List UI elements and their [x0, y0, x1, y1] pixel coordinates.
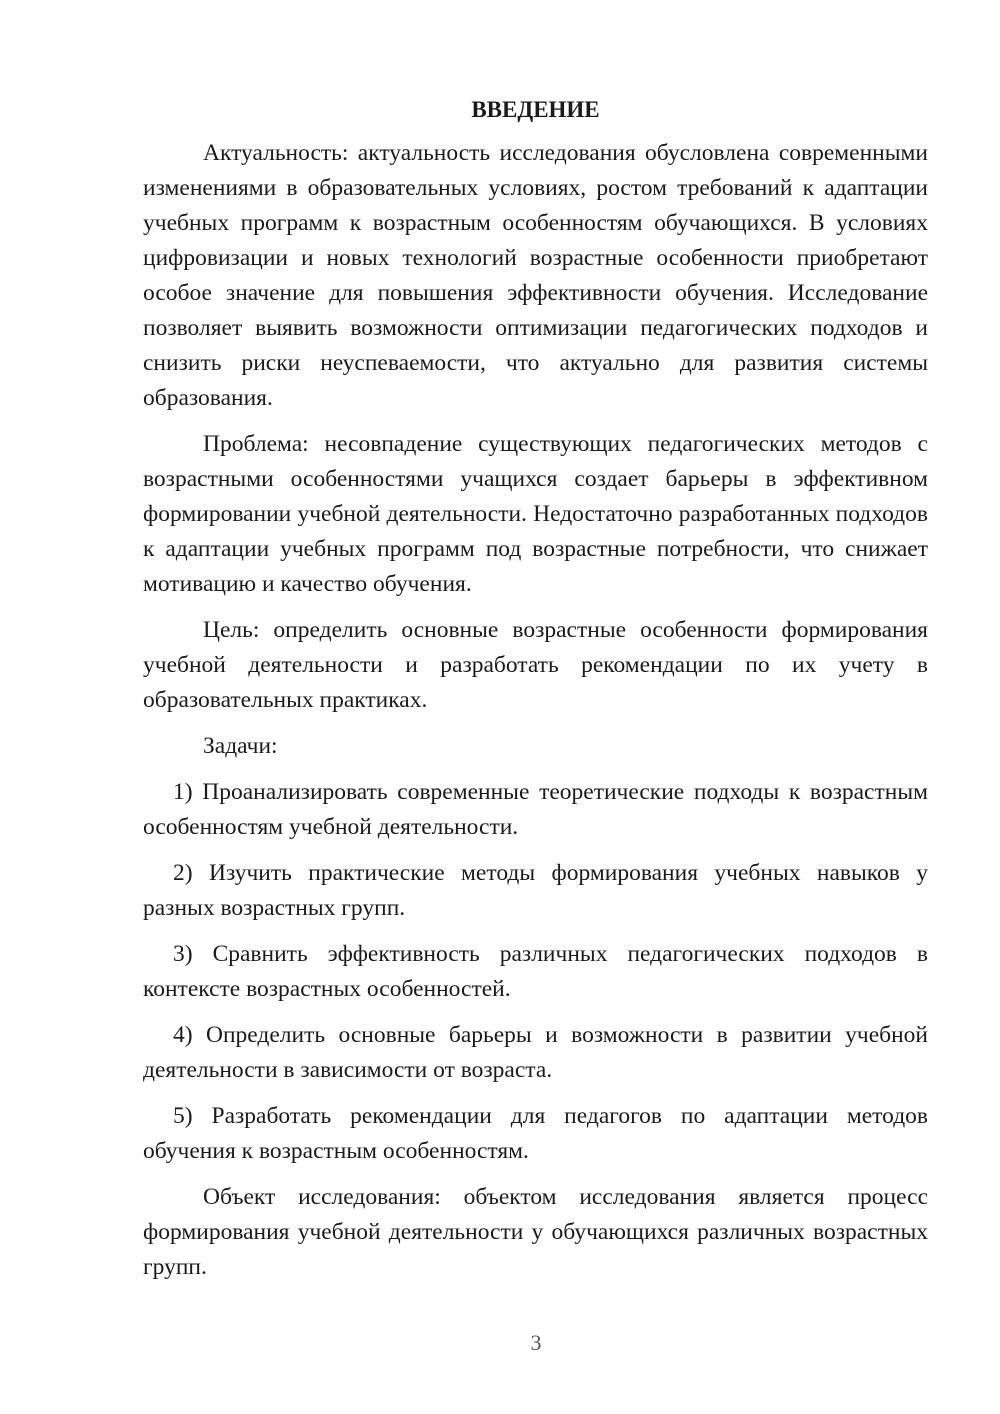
section-heading: ВВЕДЕНИЕ [471, 97, 600, 122]
problem-paragraph: Проблема: несовпадение существующих педагогических методов с возрастными особенностями учащихся создает барьеры в эффективном формировании учебной деятельности. Недостаточно разработанных подходов к адаптации учебных программ под возрастные потребности, что снижает мотивацию и качество обучения. [143, 431, 928, 597]
task-item: 5) Разработать рекомендации для педагогов по адаптации методов обучения к возрастным особенностям. [143, 1103, 928, 1164]
relevance-paragraph: Актуальность: актуальность исследования обусловлена современными изменениями в образовательных условиях, ростом требований к адаптации учебных программ к возрастным особенностям обучающихся. В условиях цифровизации и новых технологий возрастные особенности приобретают особое значение для повышения эффективности обучения. Исследование позволяет выявить возможности оптимизации педагогических подходов и снизить риски неуспеваемости, что актуально для развития системы образования. [143, 140, 928, 411]
task-item: 3) Сравнить эффективность различных педагогических подходов в контексте возрастных особенностей. [143, 941, 928, 1002]
task-item: 2) Изучить практические методы формирования учебных навыков у разных возрастных групп. [143, 860, 928, 921]
goal-paragraph: Цель: определить основные возрастные особенности формирования учебной деятельности и разработать рекомендации по их учету в образовательных практиках. [143, 617, 928, 713]
tasks-label: Задачи: [203, 733, 278, 759]
page-content [143, 90, 928, 1296]
task-item: 4) Определить основные барьеры и возможности в развитии учебной деятельности в зависимости от возраста. [143, 1022, 928, 1083]
task-item: 1) Проанализировать современные теоретические подходы к возрастным особенностям учебной деятельности. [143, 779, 928, 840]
page-number: 3 [530, 1330, 542, 1355]
object-paragraph: Объект исследования: объектом исследования является процесс формирования учебной деятельности у обучающихся различных возрастных групп. [143, 1184, 928, 1280]
